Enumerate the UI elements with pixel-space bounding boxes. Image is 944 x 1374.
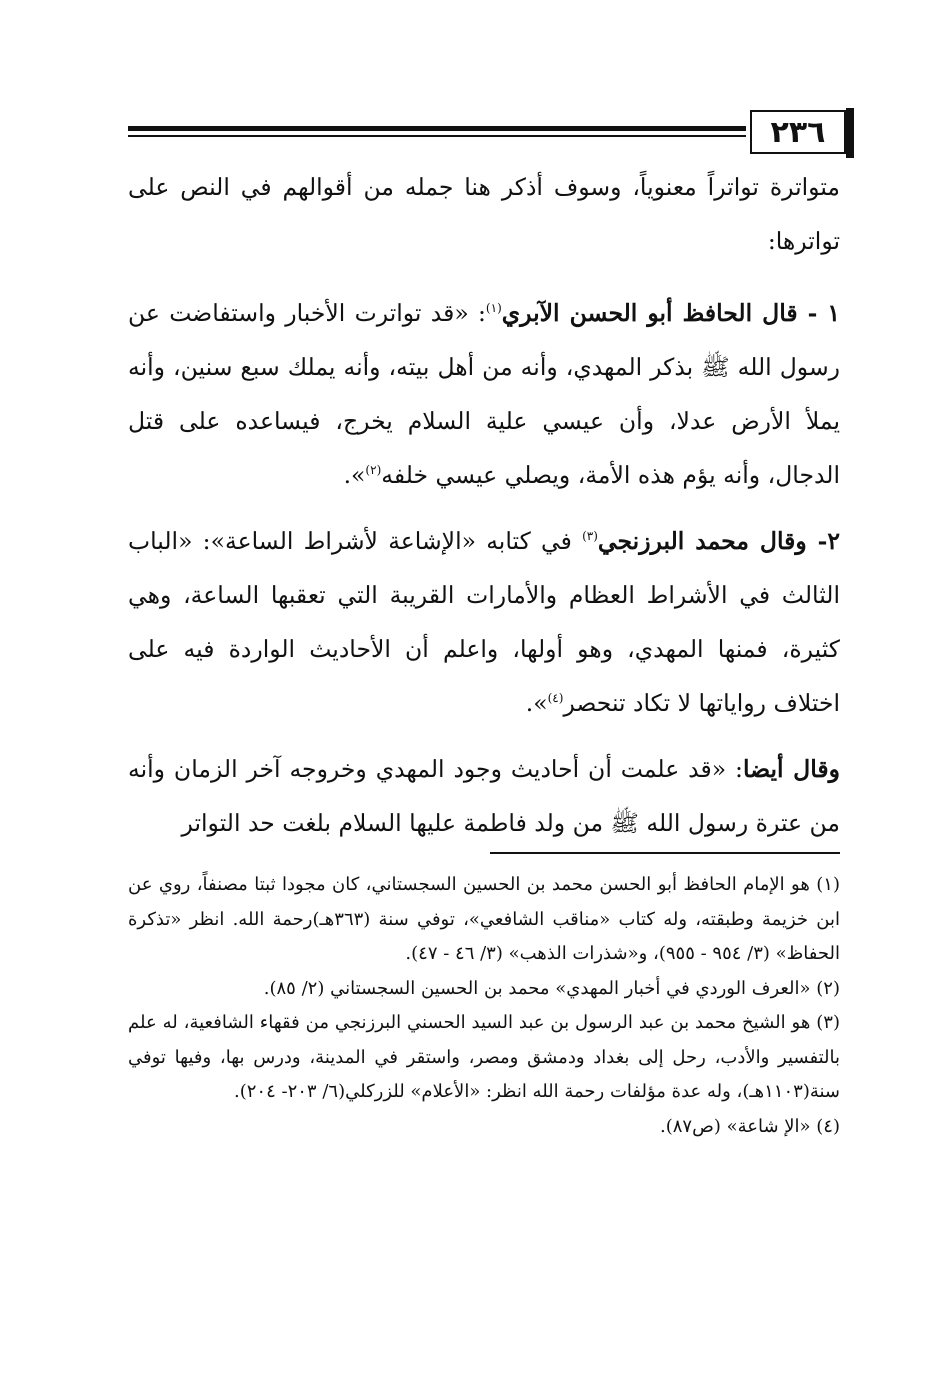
footnote-1: (١) هو الإمام الحافظ أبو الحسن محمد بن الحسين السجستاني، كان مجودا ثبتا مصنفاً، روي عن ابن خزيمة وطبقته، وله كتاب «مناقب الشافعي»، توفي سنة (٣٦٣هـ)رحمة الله. انظر «تذكرة الحفاظ» (٣/ ٩٥٤ - ٩٥٥)، و«شذرات الذهب» (٣/ ٤٦ - ٤٧). bbox=[128, 874, 840, 964]
footnote-4: (٤) «الإ شاعة» (ص٨٧). bbox=[659, 1115, 840, 1137]
item1-text: : «قد تواترت الأخبار واستفاضت عن رسول الله ﷺ بذكر المهدي، وأنه من أهل بيته، وأنه يملك سبع سنين، وأنه يملأ الأرض عدلا، وأن عيسي علية السلام يخرج، فيساعده على قتل الدجال، وأنه يؤم هذه الأمة، ويصلي عيسي خلفه bbox=[128, 299, 840, 489]
footnote-ref-2[interactable]: (٢) bbox=[365, 463, 382, 478]
item3-text: : «قد علمت أن أحاديث وجود المهدي وخروجه آخر الزمان وأنه من عترة رسول الله ﷺ من ولد فاطمة عليها السلام بلغت حد التواتر bbox=[128, 755, 840, 837]
page-number: ٢٣٦ bbox=[750, 110, 846, 154]
item2-label: ٢- وقال محمد البرزنجي bbox=[597, 527, 841, 555]
item3-label: وقال أيضا bbox=[742, 755, 840, 783]
quote-item-1 bbox=[128, 286, 840, 502]
item1-label: ١ - قال الحافظ أبو الحسن الآبري bbox=[501, 299, 840, 327]
quote-item-2 bbox=[128, 514, 840, 730]
header-rule-thin bbox=[128, 135, 746, 137]
page-header bbox=[128, 106, 850, 158]
item2-end: ». bbox=[525, 689, 548, 717]
footnotes bbox=[128, 868, 840, 1144]
footnote-ref-3[interactable]: (٣) bbox=[582, 529, 598, 544]
header-rule bbox=[128, 126, 746, 131]
item2-text: في كتابه «الإشاعة لأشراط الساعة»: «الباب الثالث في الأشراط العظام والأمارات القريبة التي تعقبها الساعة، وهي كثيرة، فمنها المهدي، وهو أولها، واعلم أن الأحاديث الواردة فيه على اختلاف رواياتها لا تكاد تنحصر bbox=[128, 527, 840, 717]
quote-item-3 bbox=[128, 742, 840, 850]
footnote-2: (٢) «العرف الوردي في أخبار المهدي» محمد بن الحسين السجستاني (٢/ ٨٥). bbox=[263, 977, 840, 999]
intro-paragraph bbox=[128, 160, 840, 268]
footnote-ref-4[interactable]: (٤) bbox=[547, 691, 564, 706]
footnote-3: (٣) هو الشيخ محمد بن عبد الرسول بن عبد السيد الحسني البرزنجي من فقهاء الشافعية، له علم بالتفسير والأدب، رحل إلى بغداد ودمشق ومصر، واستقر في المدينة، ودرس بها، وفيها توفي سنة(١١٠٣هـ)، وله عدة مؤلفات رحمة الله انظر: «الأعلام» للزركلي(٦/ ٢٠٣- ٢٠٤). bbox=[128, 1012, 840, 1102]
item1-end: ». bbox=[343, 461, 366, 489]
intro-text: متواترة تواتراً معنوياً، وسوف أذكر هنا جمله من أقوالهم في النص على تواترها: bbox=[128, 173, 840, 255]
footnote-ref-1[interactable]: (١) bbox=[485, 301, 502, 316]
footnote-separator bbox=[490, 852, 840, 854]
